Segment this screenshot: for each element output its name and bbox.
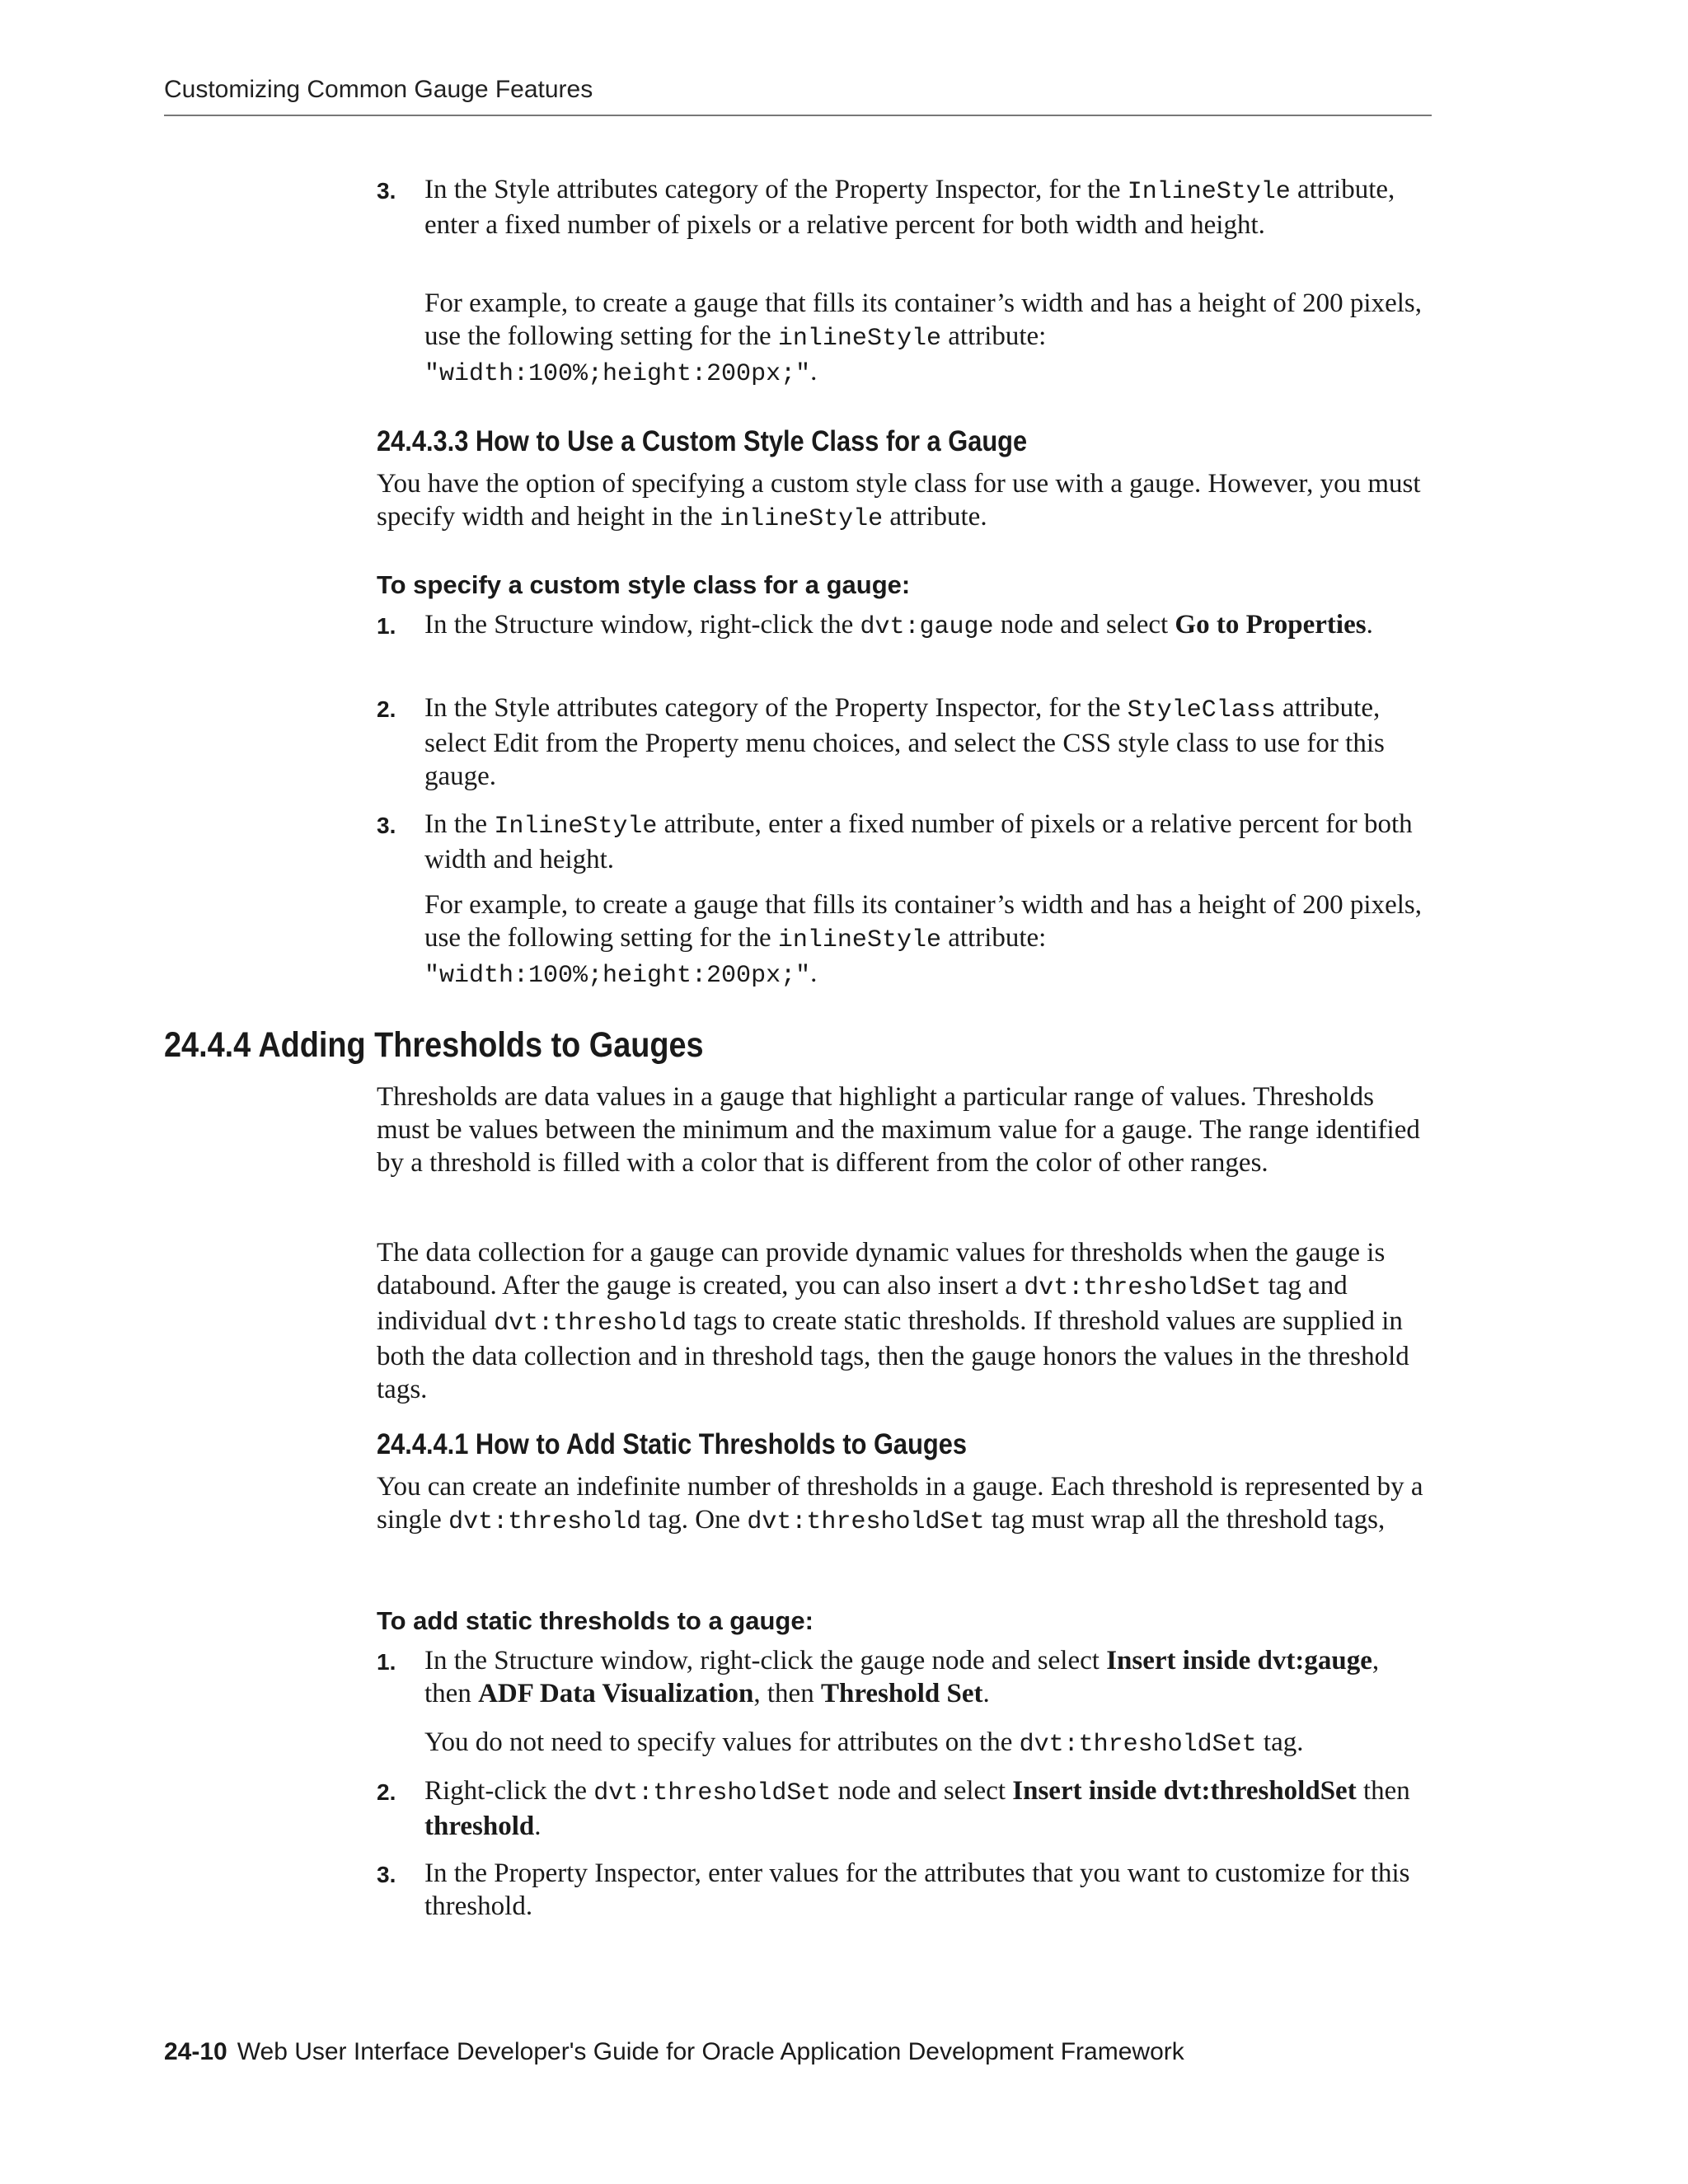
- section-heading-static-thresholds: 24.4.4.1 How to Add Static Thresholds to Gauges: [377, 1428, 967, 1460]
- example-paragraph: For example, to create a gauge that fills its container’s width and has a height of 200 pixels, use the following setting for the inlineStyle attribute: "width:100%;height:200px;".: [424, 288, 1422, 388]
- step-number: 3.: [377, 813, 396, 838]
- step-1-insert-threshold-set: [377, 1644, 1423, 1710]
- procedure-heading: To add static thresholds to a gauge:: [377, 1606, 814, 1635]
- page-footer: [164, 2038, 1184, 2066]
- step-number: 3.: [377, 1862, 396, 1887]
- step-number: 3.: [377, 178, 396, 204]
- step-number: 2.: [377, 696, 396, 722]
- section-heading-custom-style-class: 24.4.3.3 How to Use a Custom Style Class for a Gauge: [377, 425, 1028, 457]
- step-text: In the Style attributes category of the Property Inspector, for the InlineStyle attribute, enter a fixed number of pixels or a relative percent for both width and height.: [424, 175, 1395, 240]
- step-2-style-class: [377, 691, 1423, 793]
- step-3-property-inspector: [377, 1857, 1423, 1923]
- step-text: In the Structure window, right-click the dvt:gauge node and select Go to Properties.: [424, 610, 1373, 641]
- step-3-inline-style: [377, 173, 1423, 241]
- step-text: In the Property Inspector, enter values for the attributes that you want to customize for this threshold.: [424, 1858, 1410, 1921]
- step-text: Right-click the dvt:thresholdSet node and select Insert inside dvt:thresholdSet then threshold.: [424, 1776, 1410, 1841]
- thresholds-paragraph-2: The data collection for a gauge can provide dynamic values for thresholds when the gauge is databound. After the gauge is created, you can also insert a dvt:thresholdSet tag and individual dvt:threshold tags to create static thresholds. If threshold values are supplied in both the data collection and in threshold tags, then the gauge honors the values in the threshold tags.: [377, 1238, 1409, 1404]
- step-text: In the InlineStyle attribute, enter a fixed number of pixels or a relative percent for both width and height.: [424, 809, 1413, 874]
- step-1-go-to-properties: [377, 608, 1423, 644]
- step-number: 2.: [377, 1779, 396, 1805]
- example-paragraph: For example, to create a gauge that fills its container’s width and has a height of 200 pixels, use the following setting for the inlineStyle attribute: "width:100%;height:200px;".: [424, 890, 1422, 990]
- step-text: In the Structure window, right-click the gauge node and select Insert inside dvt:gauge, then ADF Data Visualization, then Threshold Set.: [424, 1646, 1380, 1708]
- section-intro: You can create an indefinite number of thresholds in a gauge. Each threshold is represented by a single dvt:threshold tag. One dvt:thresholdSet tag must wrap all the threshold tags,: [377, 1472, 1423, 1536]
- section-heading-adding-thresholds: 24.4.4 Adding Thresholds to Gauges: [164, 1025, 704, 1065]
- header-rule: [164, 115, 1432, 116]
- procedure-heading: To specify a custom style class for a gauge:: [377, 570, 911, 599]
- step-number: 1.: [377, 1649, 396, 1675]
- running-header: Customizing Common Gauge Features: [164, 76, 593, 103]
- step-text: In the Style attributes category of the Property Inspector, for the StyleClass attribute, select Edit from the Property menu choices, and select the CSS style class to use for this gauge.: [424, 693, 1385, 791]
- book-title: Web User Interface Developer's Guide for Oracle Application Development Framework: [237, 2038, 1184, 2065]
- page-number: 24-10: [164, 2038, 227, 2065]
- step-1-note: You do not need to specify values for attributes on the dvt:thresholdSet tag.: [424, 1727, 1304, 1759]
- thresholds-paragraph-1: Thresholds are data values in a gauge that highlight a particular range of values. Thresholds must be values between the minimum and the maximum value for a gauge. The range identified by a threshold is filled with a color that is different from the color of other ranges.: [377, 1082, 1420, 1178]
- step-2-insert-threshold: [377, 1774, 1423, 1843]
- step-3-inline-style: [377, 808, 1423, 876]
- step-number: 1.: [377, 613, 396, 639]
- section-intro: You have the option of specifying a custom style class for use with a gauge. However, you must specify width and height in the inlineStyle attribute.: [377, 469, 1421, 533]
